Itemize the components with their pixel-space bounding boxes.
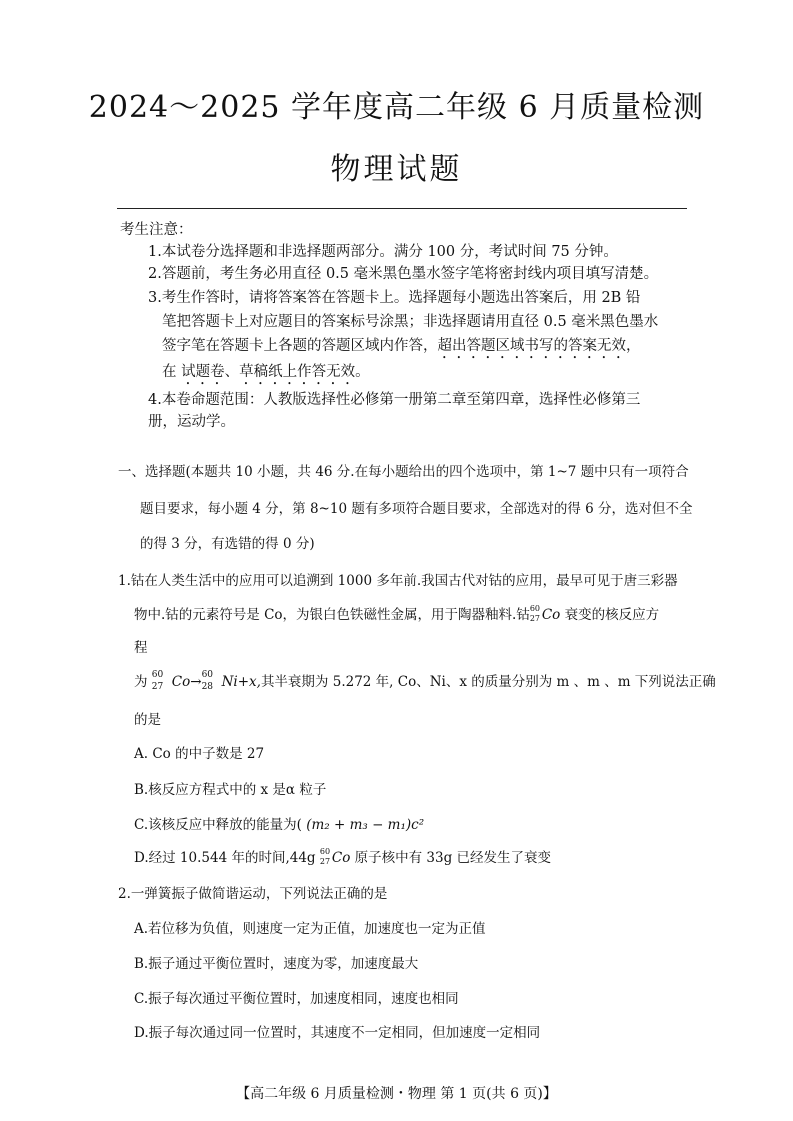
notice-text: 。	[355, 364, 370, 380]
notice-item-4-line1: 4.本卷命题范围：人教版选择性必修第一册第二章至第四章，选择性必修第三	[148, 392, 641, 408]
mass-number: 60	[201, 670, 214, 680]
equation-tail: +x,	[237, 674, 261, 690]
notice-item-2: 2.答题前，考生务必用直径 0.5 毫米黑色墨水签字笔将密封线内项目填写清楚。	[148, 266, 659, 282]
q1-text: 物中.钴的元素符号是 Co，为银白色铁磁性金属，用于陶器釉料.钴	[134, 607, 530, 623]
notice-text: 签字笔在答题卡上各题的答题区域内作答，	[162, 338, 438, 354]
q1-cobalt-isotope	[530, 604, 542, 624]
notice-item-3-line3	[162, 334, 641, 362]
notice-item-3-line1: 3.考生作答时，请将答案答在答题卡上。选择题每小题选出答案后，用 2B 铅	[148, 290, 641, 306]
q2-option-a: A.若位移为负值，则速度一定为正值，加速度也一定为正值	[134, 921, 486, 937]
q1-d-cobalt-isotope	[320, 847, 332, 867]
section-1-line2: 题目要求，每小题 4 分，第 8~10 题有多项符合题目要求，全部选对的得 6 分，选对但不全	[140, 501, 693, 517]
page-footer: 【高二年级 6 月质量检测・物理 第 1 页(共 6 页)】	[236, 1086, 557, 1102]
atomic-number: 27	[151, 682, 164, 692]
q1-stem-line3: 程	[134, 640, 148, 656]
subject-title: 物理试题	[330, 152, 463, 187]
atomic-number: 28	[201, 682, 214, 692]
q1-text: 为	[134, 674, 152, 690]
mass-number: 60	[151, 670, 164, 680]
notice-emphasis: 试题卷、草稿纸上作答无效	[181, 364, 356, 380]
mass-number: 60	[319, 847, 331, 856]
energy-formula: (m₂ + m₃ − m₁)c²	[306, 817, 425, 833]
q1-stem-line2	[134, 603, 659, 624]
notice-heading: 考生注意：	[120, 222, 193, 238]
notice-text: 在	[162, 364, 177, 380]
mass-number: 60	[529, 604, 541, 613]
element-symbol: Ni	[221, 674, 238, 690]
q1-stem-line1: 1.钴在人类生活中的应用可以追溯到 1000 多年前.我国古代对钴的应用，最早可见于唐三彩器	[118, 573, 678, 589]
q2-option-d: D.振子每次通过同一位置时，其速度不一定相同，但加速度一定相同	[134, 1025, 541, 1041]
equation-nickel	[202, 670, 222, 692]
notice-item-1: 1.本试卷分选择题和非选择题两部分。满分 100 分，考试时间 75 分钟。	[148, 244, 618, 260]
title-divider	[117, 208, 687, 209]
q1-stem-line5: 的是	[134, 712, 161, 728]
q2-stem: 2.一弹簧振子做简谐运动，下列说法正确的是	[118, 886, 388, 902]
q1-option-d	[134, 846, 551, 867]
q1-text: 其半衰期为 5.272 年, Co、Ni、x 的质量分别为 m 、m 、m 下列说法正确	[260, 674, 716, 690]
q1-option-a: A. Co 的中子数是 27	[134, 746, 265, 762]
q1-option-b: B.核反应方程式中的 x 是α 粒子	[134, 782, 327, 798]
section-1-line3: 的得 3 分，有选错的得 0 分)	[140, 536, 315, 552]
q2-option-b: B.振子通过平衡位置时，速度为零，加速度最大	[134, 956, 419, 972]
atomic-number: 27	[529, 614, 541, 623]
q2-option-c: C.振子每次通过平衡位置时，加速度相同，速度也相同	[134, 991, 459, 1007]
notice-item-3-line4	[162, 360, 370, 388]
notice-text: ，	[626, 338, 641, 354]
notice-emphasis: 超出答题区域书写的答案无效	[437, 338, 626, 354]
exam-title: 2024～2025 学年度高二年级 6 月质量检测	[88, 90, 705, 125]
atomic-number: 27	[319, 857, 331, 866]
section-1-line1: 一、选择题(本题共 10 小题，共 46 分.在每小题给出的四个选项中，第 1~7 题中只有一项符合	[118, 464, 689, 480]
notice-item-4-line2: 册，运动学。	[148, 414, 235, 430]
equation-cobalt	[152, 670, 172, 692]
notice-item-3-line2: 笔把答题卡上对应题目的答案标号涂黑；非选择题请用直径 0.5 毫米黑色墨水	[162, 314, 659, 330]
q1-text: D.经过 10.544 年的时间,44g	[134, 850, 320, 866]
q1-text: 衰变的核反应方	[560, 607, 660, 623]
q1-stem-line4	[134, 670, 716, 692]
element-symbol: Co	[171, 674, 191, 690]
element-symbol: Co	[541, 607, 561, 623]
reaction-arrow: →	[190, 674, 202, 690]
q1-text: C.该核反应中释放的能量为(	[134, 817, 307, 833]
q1-option-c	[134, 813, 424, 833]
q1-text: 原子核中有 33g 已经发生了衰变	[350, 850, 552, 866]
element-symbol: Co	[331, 850, 351, 866]
